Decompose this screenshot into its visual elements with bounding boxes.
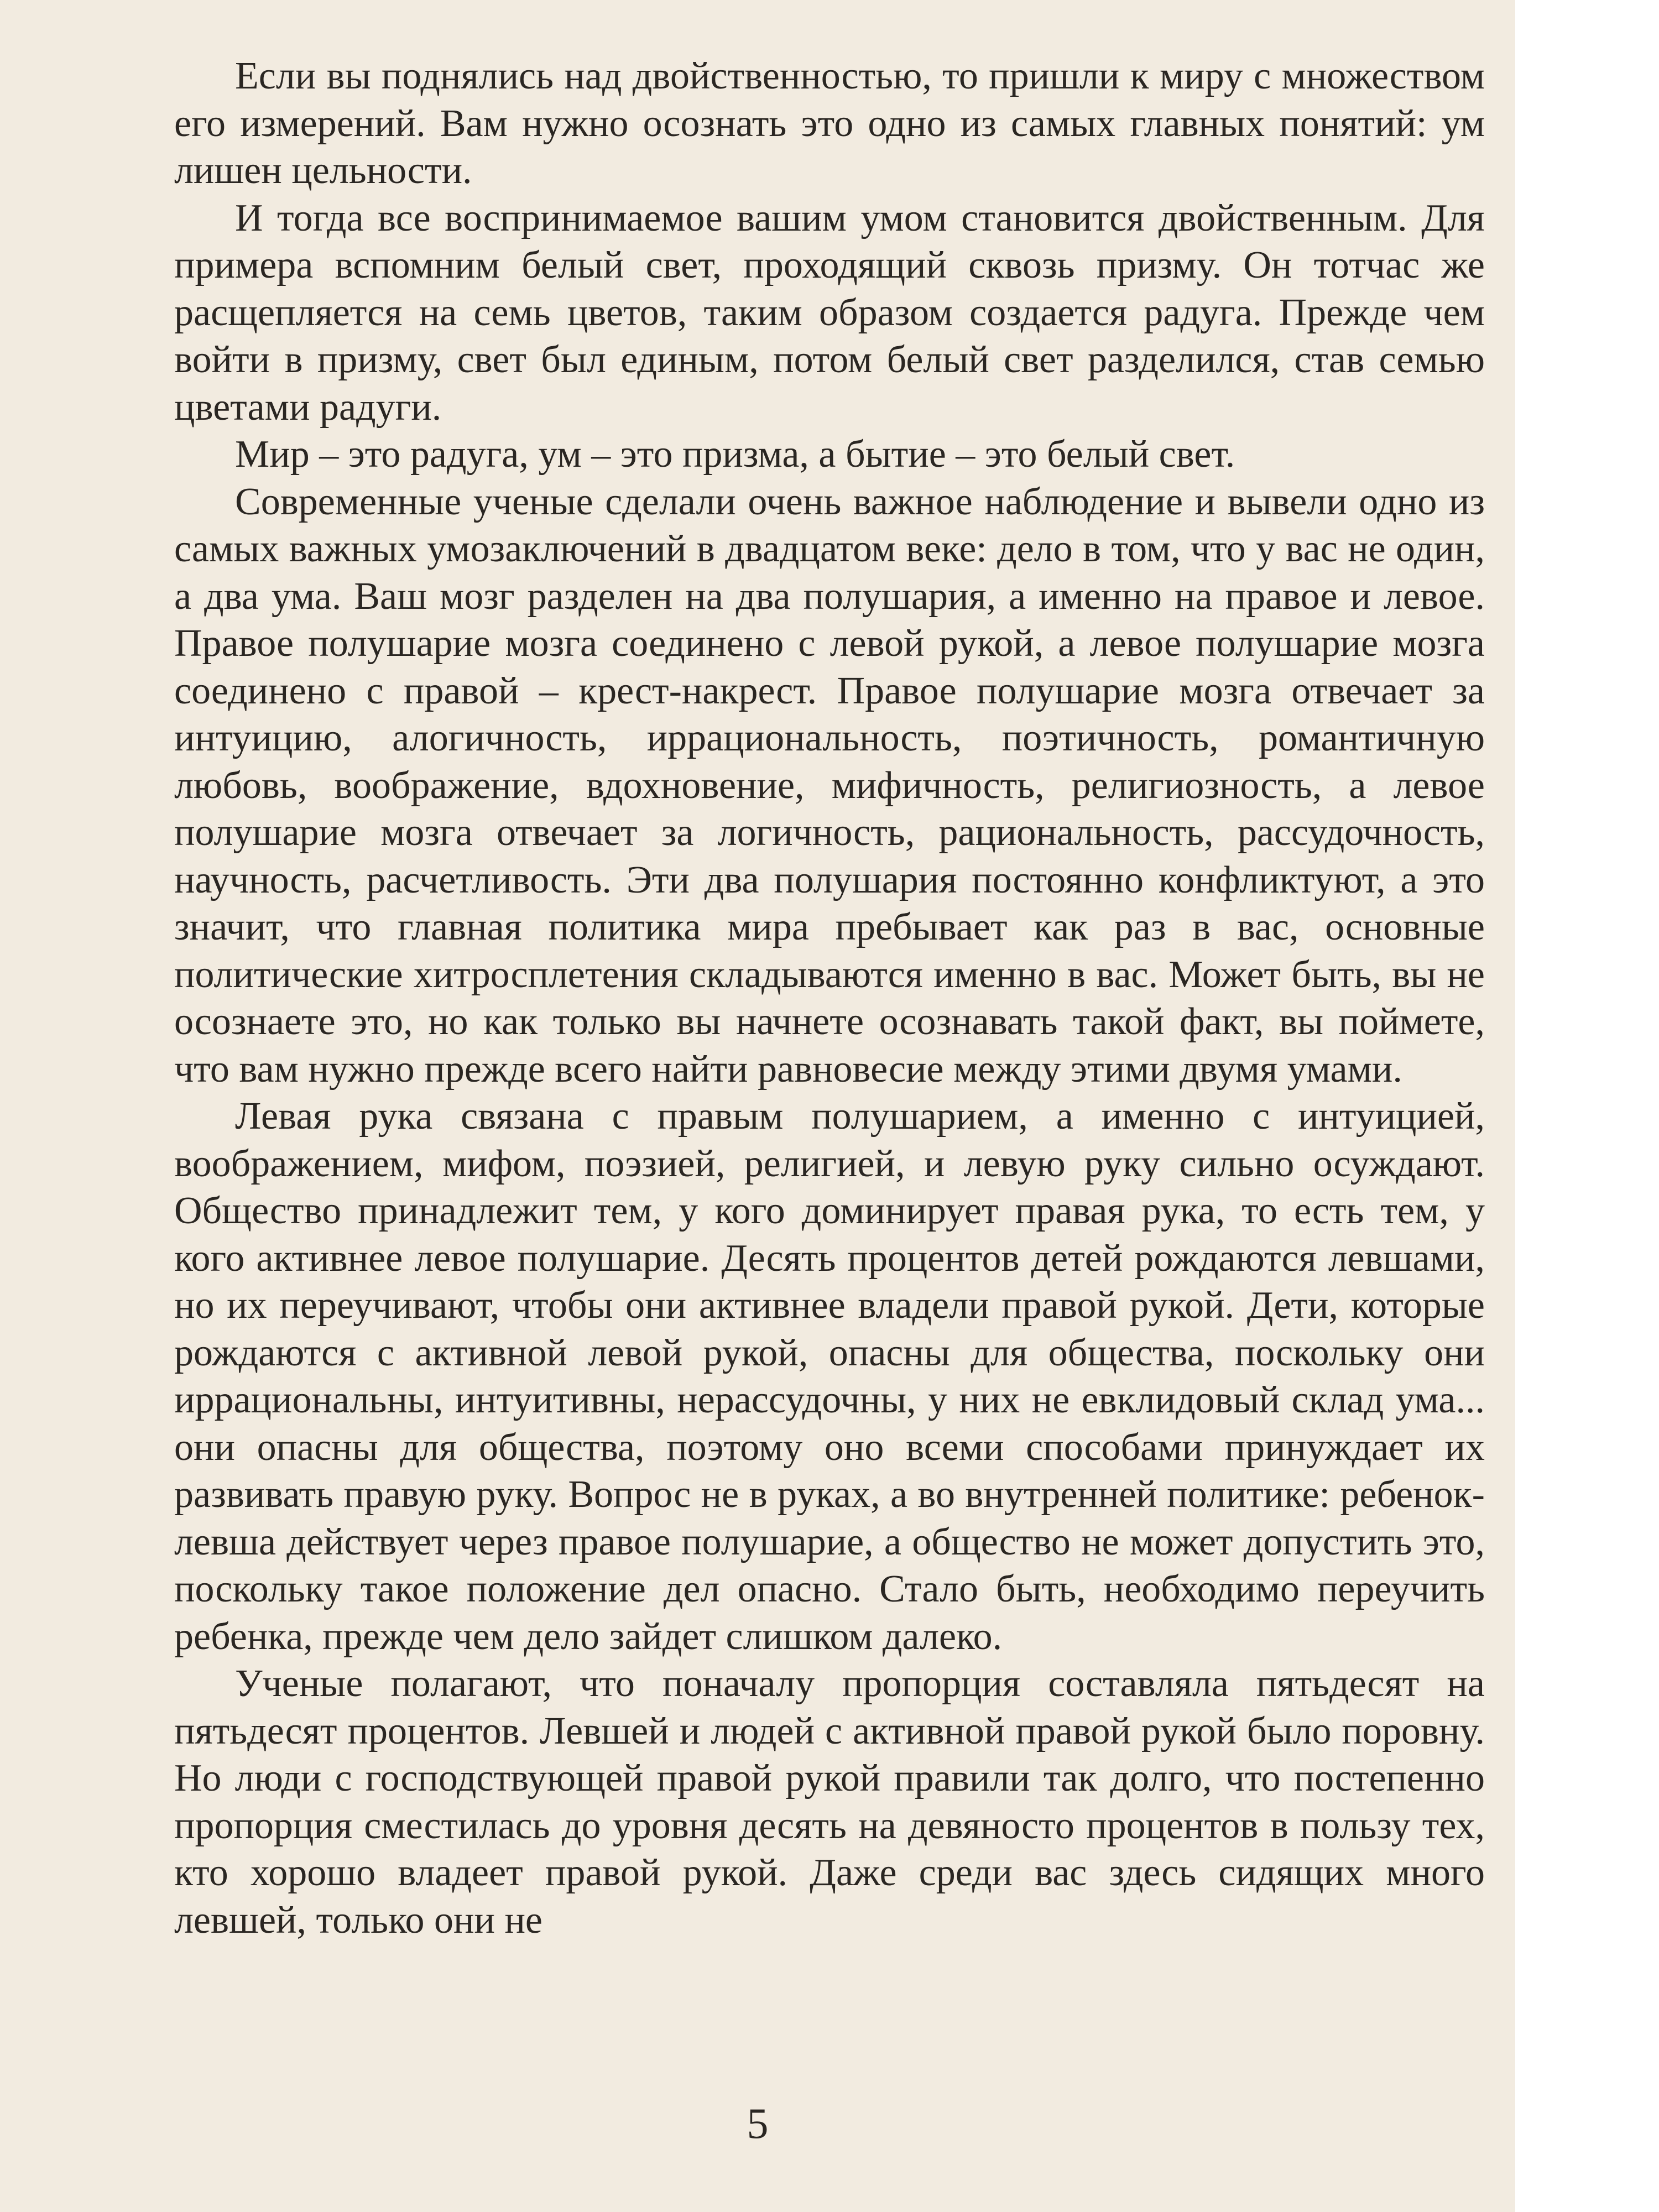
paragraph: Мир – это радуга, ум – это призма, а бытие – это белый свет. [235, 433, 1235, 476]
page-number: 5 [747, 2099, 769, 2147]
paragraph: Ученые полагают, что поначалу пропорция составляла пятьдесят на пятьдесят процентов. Левшей и людей с активной правой рукой было поровну. Но люди с господствующей правой рукой правили так долго, что постепенно пропорция сместилась до уровня десять на девяносто процентов в пользу тех, кто хорошо владеет правой рукой. Даже среди вас здесь сидящих много левшей, только они не [174, 1662, 1485, 1942]
paragraph: И тогда все воспринимаемое вашим умом становится двойственным. Для примера вспомним белый свет, проходящий сквозь призму. Он тотчас же расщепляется на семь цветов, таким образом создается радуга. Прежде чем войти в призму, свет был единым, потом белый свет разделился, став семью цветами радуги. [174, 196, 1485, 429]
paragraph: Если вы поднялись над двойственностью, то пришли к миру с множеством его измерений. Вам нужно осознать это одно из самых главных понятий: ум лишен цельности. [174, 55, 1485, 192]
body-text [174, 53, 1485, 1944]
paragraph: Левая рука связана с правым полушарием, а именно с интуицией, воображением, мифом, поэзией, религией, и левую руку сильно осуждают. Общество принадлежит тем, у кого доминирует правая рука, то есть тем, у кого активнее левое полушарие. Десять процентов детей рождаются левшами, но их переучивают, чтобы они активнее владели правой рукой. Дети, которые рождаются с активной левой рукой, опасны для общества, поскольку они иррациональны, интуитивны, нерассудочны, у них не евклидовый склад ума... они опасны для общества, поэтому оно всеми способами принуждает их развивать правую руку. Вопрос не в руках, а во внутренней политике: ребенок-левша действует через правое полушарие, а общество не может допустить это, поскольку такое положение дел опасно. Стало быть, необходимо переучить ребенка, прежде чем дело зайдет слишком далеко. [174, 1095, 1485, 1658]
paragraph: Современные ученые сделали очень важное наблюдение и вывели одно из самых важных умозаключений в двадцатом веке: дело в том, что у вас не один, а два ума. Ваш мозг разделен на два полушария, а именно на правое и левое. Правое полушарие мозга соединено с левой рукой, а левое полушарие мозга соединено с правой – крест-накрест. Правое полушарие мозга отвечает за интуицию, алогичность, иррациональность, поэтичность, романтичную любовь, воображение, вдохновение, мифичность, религиозность, а левое полушарие мозга отвечает за логичность, рациональность, рассудочность, научность, расчетливость. Эти два полушария постоянно конфликтуют, а это значит, что главная политика мира пребывает как раз в вас, основные политические хитросплетения складываются именно в вас. Может быть, вы не осознаете это, но как только вы начнете осознавать такой факт, вы поймете, что вам нужно прежде всего найти равновесие между этими двумя умами. [174, 480, 1485, 1091]
